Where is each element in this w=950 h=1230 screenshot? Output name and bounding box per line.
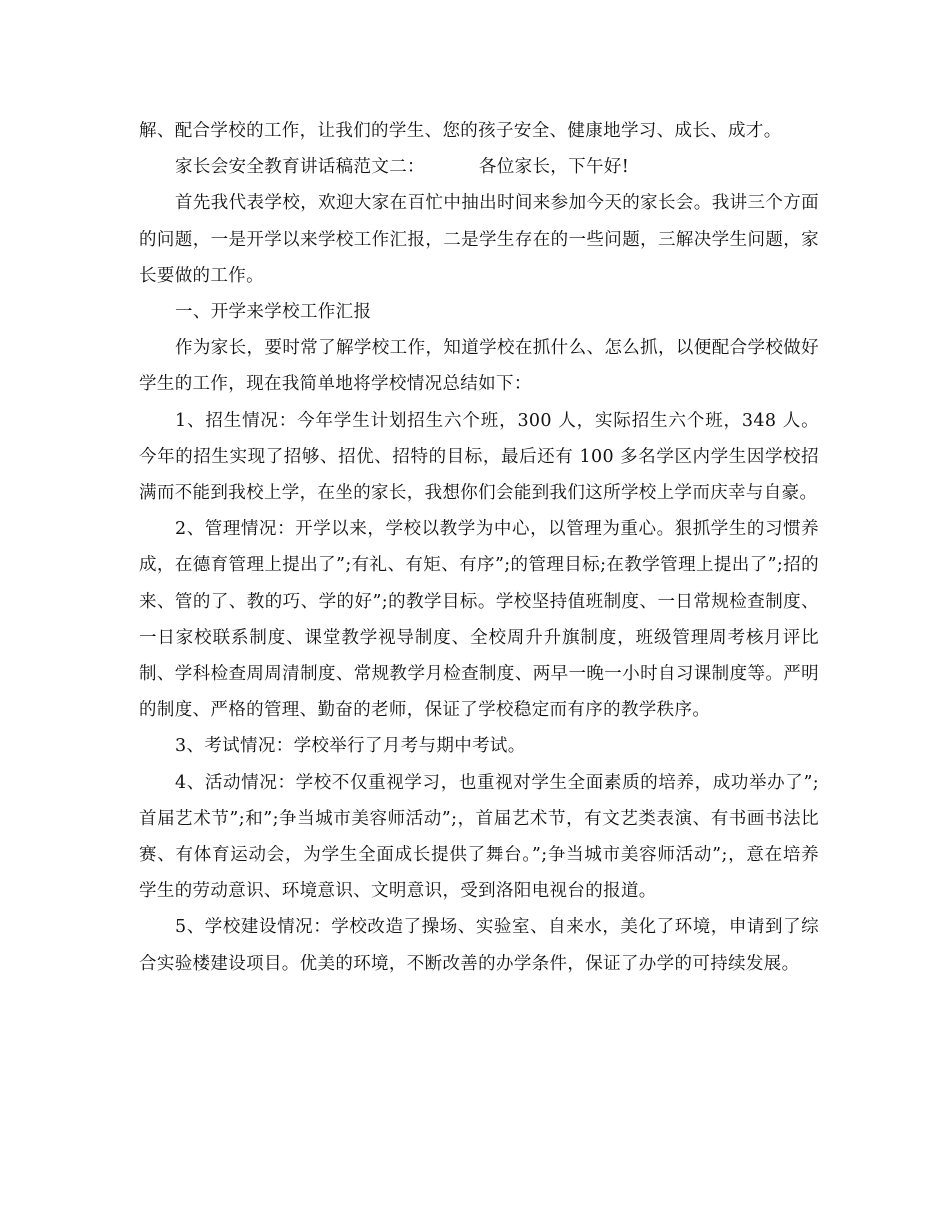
greeting: 各位家长，下午好!	[478, 157, 630, 178]
paragraph-enrollment: 1、招生情况：今年学生计划招生六个班，300 人，实际招生六个班，348 人。今年的招生实现了招够、招优、招特的目标，最后还有 100 多名学区内学生因学校招满而不能到我校上学，在坐的家长，我想你们会能到我们这所学校上学而庆幸与自豪。	[139, 410, 819, 504]
section-heading: 一、开学来学校工作汇报	[175, 302, 372, 323]
paragraph-management: 2、管理情况：开学以来，学校以教学为中心，以管理为重心。狠抓学生的习惯养成，在德育管理上提出了”;有礼、有矩、有序”;的管理目标;在教学管理上提出了”;招的来、管的了、教的巧、学的好”;的教学目标。学校坚持值班制度、一日常规检查制度、一日家校联系制度、课堂教学视导制度、全校周升升旗制度，班级管理周考核月评比制、学科检查周周清制度、常规教学月检查制度、两早一晚一小时自习课制度等。严明的制度、严格的管理、勤奋的老师，保证了学校稳定而有序的教学秩序。	[139, 519, 819, 721]
paragraph-title-greeting	[139, 149, 819, 185]
paragraph-activities: 4、活动情况：学校不仅重视学习，也重视对学生全面素质的培养，成功举办了”;首届艺术节”;和”;争当城市美容师活动”;，首届艺术节，有文艺类表演、有书画书法比赛、有体育运动会，为学生全面成长提供了舞台。”;争当城市美容师活动”;，意在培养学生的劳动意识、环境意识、文明意识，受到洛阳电视台的报道。	[139, 772, 819, 902]
paragraph-intro: 首先我代表学校，欢迎大家在百忙中抽出时间来参加今天的家长会。我讲三个方面的问题，一是开学以来学校工作汇报，二是学生存在的一些问题，三解决学生问题，家长要做的工作。	[139, 193, 819, 286]
document-body	[139, 113, 819, 982]
paragraph-overview: 作为家长，要时常了解学校工作，知道学校在抓什么、怎么抓，以便配合学校做好学生的工作，现在我简单地将学校情况总结如下：	[139, 338, 819, 395]
section-title: 家长会安全教育讲话稿范文二：	[175, 157, 425, 178]
paragraph-exams: 3、考试情况：学校举行了月考与期中考试。	[175, 736, 526, 757]
paragraph-construction: 5、学校建设情况：学校改造了操场、实验室、自来水，美化了环境，申请到了综合实验楼建设项目。优美的环境，不断改善的办学条件，保证了办学的可持续发展。	[139, 917, 819, 974]
paragraph-continuation: 解、配合学校的工作，让我们的学生、您的孩子安全、健康地学习、成长、成才。	[139, 121, 782, 141]
